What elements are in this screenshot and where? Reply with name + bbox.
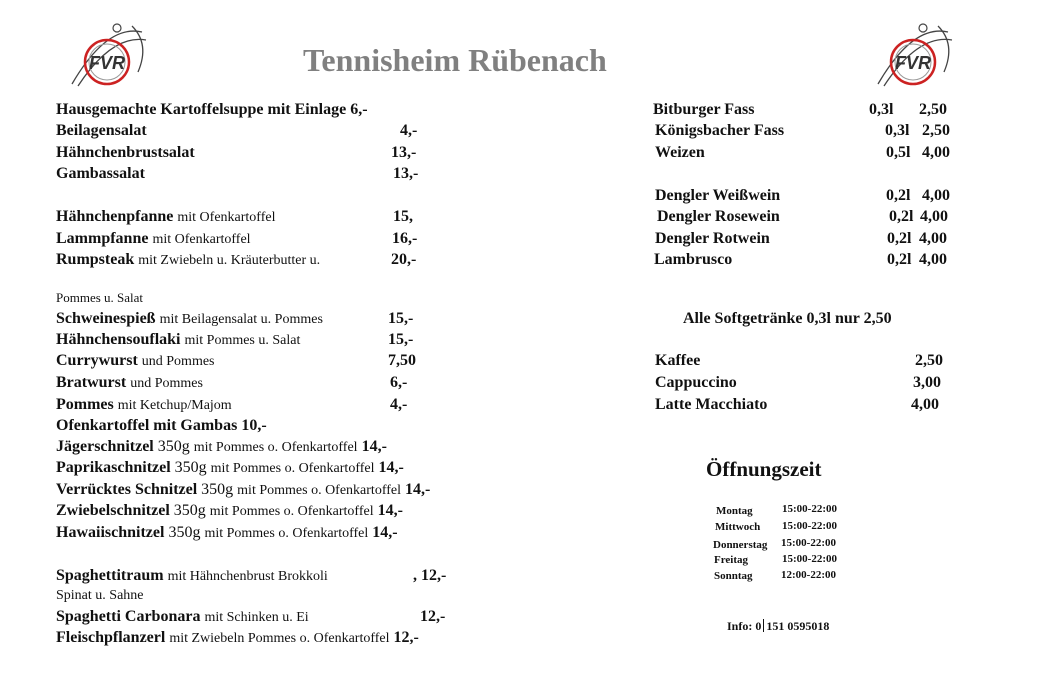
drink-size: 0,2l [887,251,912,268]
drink-name: Dengler Rosewein [657,208,780,225]
hot-drink-name: Kaffee [655,352,701,369]
menu-item: Schweinespieß mit Beilagensalat u. Pommes [56,310,323,327]
menu-item-note: Pommes u. Salat [56,290,144,305]
drink-name: Dengler Weißwein [655,187,781,204]
drink-price: 4,00 [919,230,947,247]
menu-item-price: 13,- [393,165,419,182]
menu-item-price: 15, [393,208,413,225]
club-logo-right [868,14,958,94]
menu-item-price: 6,- [390,374,408,391]
menu-item-price: 13,- [391,144,417,161]
menu-item: Pommes mit Ketchup/Majom [56,396,232,413]
hours-time: 12:00-22:00 [781,569,836,581]
drink-price: 4,00 [920,208,948,225]
menu-item-note: Spinat u. Sahne [56,588,144,603]
menu-item-name: Beilagensalat [56,122,147,139]
menu-item-price: 20,- [391,251,417,268]
hot-drink-price: 2,50 [915,352,943,369]
drink-price: 4,00 [919,251,947,268]
drink-name: Dengler Rotwein [655,230,770,247]
drink-price: 4,00 [922,144,950,161]
menu-item-price: 16,- [392,230,418,247]
hours-time: 15:00-22:00 [782,553,837,565]
menu-item: Ofenkartoffel mit Gambas 10,- [56,417,267,434]
drink-size: 0,2l [887,230,912,247]
menu-item: Lammpfanne mit Ofenkartoffel [56,230,251,247]
drink-price: 2,50 [922,122,950,139]
drink-size: 0,5l [886,144,911,161]
menu-item-price: , 12,- [413,567,447,584]
page-title: Tennisheim Rübenach [303,42,607,78]
hours-day: Donnerstag [713,539,768,551]
hours-day: Freitag [714,554,749,566]
menu-item-price: 15,- [388,331,414,348]
drink-size: 0,3l [885,122,910,139]
menu-item: Paprikaschnitzel 350g mit Pommes o. Ofenkartoffel 14,- [56,459,404,476]
menu-item: Spaghettitraum mit Hähnchenbrust Brokkoli [56,567,328,584]
drink-size: 0,2l [889,208,914,225]
drink-size: 0,3l [869,101,894,118]
menu-item-price: 4,- [400,122,418,139]
hours-time: 15:00-22:00 [782,520,837,532]
drink-name: Königsbacher Fass [655,122,785,139]
menu-item: Fleischpflanzerl mit Zwiebeln Pommes o. Ofenkartoffel 12,- [56,629,419,646]
drink-name: Weizen [655,144,705,161]
menu-item: Hawaiischnitzel 350g mit Pommes o. Ofenkartoffel 14,- [56,524,398,541]
hours-time: 15:00-22:00 [782,503,837,515]
hours-day: Montag [716,505,753,517]
drink-price: 2,50 [919,101,947,118]
menu-item: Hähnchenpfanne mit Ofenkartoffel [56,208,276,225]
menu-item: Bratwurst und Pommes [56,374,203,391]
club-logo-left [62,14,152,94]
menu-item-price: 12,- [420,608,446,625]
softdrinks-offer: Alle Softgetränke 0,3l nur 2,50 [683,310,892,327]
hours-day: Mittwoch [715,521,761,533]
drink-name: Bitburger Fass [653,101,755,118]
hot-drink-name: Latte Macchiato [655,396,768,413]
hot-drink-name: Cappuccino [655,374,737,391]
opening-hours-title: Öffnungszeit [706,457,822,481]
menu-item: Zwiebelschnitzel 350g mit Pommes o. Ofenkartoffel 14,- [56,502,403,519]
menu-item-price: 15,- [388,310,414,327]
menu-item: Hausgemachte Kartoffelsuppe mit Einlage 6,- [56,101,368,118]
menu-item-price: 7,50 [388,352,416,369]
hot-drink-price: 4,00 [911,396,939,413]
menu-item: Rumpsteak mit Zwiebeln u. Kräuterbutter u. [56,251,321,268]
drink-size: 0,2l [886,187,911,204]
menu-item: Jägerschnitzel 350g mit Pommes o. Ofenkartoffel 14,- [56,438,387,455]
menu-item-name: Hähnchenbrustsalat [56,144,195,161]
menu-item-price: 4,- [390,396,408,413]
menu-item: Hähnchensouflaki mit Pommes u. Salat [56,331,301,348]
menu-item: Spaghetti Carbonara mit Schinken u. Ei [56,608,309,625]
info-phone: Info: 0 151 0595018 [727,619,830,633]
drink-price: 4,00 [922,187,950,204]
menu-item: Verrücktes Schnitzel 350g mit Pommes o. Ofenkartoffel 14,- [56,481,431,498]
menu-item-name: Gambassalat [56,165,145,182]
logo-text: FVR [89,53,125,73]
hot-drink-price: 3,00 [913,374,941,391]
drink-name: Lambrusco [654,251,733,268]
menu-item: Currywurst und Pommes [56,352,215,369]
logo-text: FVR [895,53,931,73]
hours-day: Sonntag [714,570,753,582]
hours-time: 15:00-22:00 [781,537,836,549]
